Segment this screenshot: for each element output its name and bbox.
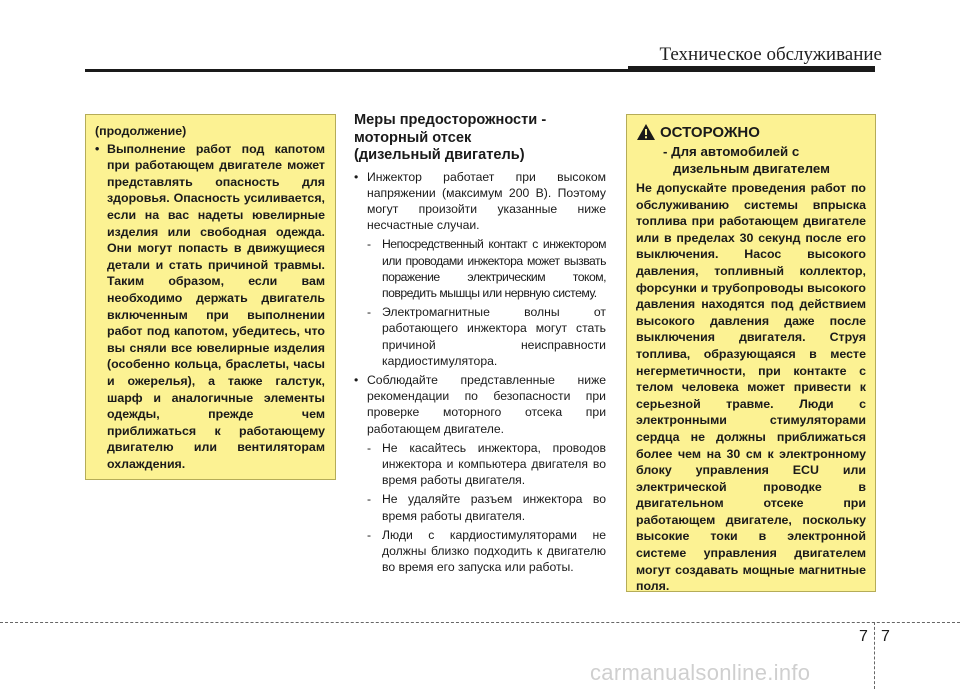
warning-title: ОСТОРОЖНО xyxy=(660,123,760,141)
continuation-heading: (продолжение) xyxy=(95,124,187,138)
page-number: 7 xyxy=(881,628,890,645)
warning-subtitle xyxy=(636,143,866,177)
list-item xyxy=(354,372,606,437)
watermark-text: carmanualsonline.info xyxy=(590,660,811,685)
bullet-dot-icon: • xyxy=(95,141,100,156)
list-subitem xyxy=(354,491,606,523)
header-rule-accent xyxy=(628,66,875,72)
warning-body: Не допускайте проведения работ по обслуживанию системы впрыска топлива при работающем двигателе или в пределах 30 секунд после его выключения. Насос высокого давления, топливный коллектор, форсунки и трубопроводы высокого давления находятся под действием высокого давления даже после выключения двигателя. Струя топлива, образующаяся в месте негерметичности, при контакте с телом человека может привести к серьезной травме. Люди с электронными стимуляторами сердца не должны приближаться более чем на 30 см к электронному блоку управления ECU или электрической проводке в двигательном отсеке при работающем двигателе, поскольку высокие токи в электронной системе управления двигателем могут создавать мощные магнитные поля. xyxy=(636,181,866,594)
list-subitem xyxy=(354,527,606,576)
list-item xyxy=(354,169,606,234)
warning-panel xyxy=(626,114,876,592)
continuation-bullet xyxy=(95,141,325,473)
footer-divider xyxy=(874,622,875,689)
warning-title-row xyxy=(636,123,866,141)
list-item-text: Соблюдайте представленные ниже рекомендации по безопасности при проверке моторного отсека при работающем двигателе. xyxy=(367,372,606,436)
dash-marker: - xyxy=(367,527,372,542)
list-subitem xyxy=(354,304,606,369)
list-subitem-text: Непосредственный контакт с инжектором или проводами инжектора может вызвать поражение электрическим током, повредить мышцы или нервную систему. xyxy=(382,237,606,300)
chapter-number: 7 xyxy=(859,628,868,645)
continuation-bullet-text: Выполнение работ под капотом при работающем двигателе может представлять опасность для здоровья. Опасность усиливается, если на вас надеты ювелирные изделия или свободная одежда. Они могут попасть в движущиеся детали и стать причиной травмы. Таким образом, если вам необходимо держать двигатель включенным при выполнении работ под капотом, убедитесь, что вы сняли все ювелирные изделия (особенно кольца, браслеты, часы и ожерелья), а также галстук, шарф и аналогичные элементы одежды, прежде чем приближаться к работающему двигателю или вентиляторам охлаждения. xyxy=(107,141,325,471)
footer-rule xyxy=(0,622,960,623)
warning-triangle-icon xyxy=(636,123,656,141)
list-subitem xyxy=(354,440,606,489)
warning-subtitle-line2: дизельным двигателем xyxy=(673,161,830,176)
dash-marker: - xyxy=(367,305,372,320)
list-item-text: Инжектор работает при высоком напряжении (максимум 200 В). Поэтому могут произойти указанные ниже несчастные случаи. xyxy=(367,169,606,233)
list-subitem-text: Не касайтесь инжектора, проводов инжектора и компьютера двигателя во время работы двигателя. xyxy=(382,440,606,488)
continuation-panel xyxy=(85,114,336,480)
section-title xyxy=(354,112,606,165)
list-subitem-text: Электромагнитные волны от работающего инжектора могут стать причиной неисправности кардиостимулятора. xyxy=(382,305,606,368)
page-header-title: Техническое обслуживание xyxy=(659,44,882,65)
dash-marker: - xyxy=(367,492,372,507)
section-title-line2: моторный отсек xyxy=(354,129,472,146)
dash-marker: - xyxy=(367,237,371,252)
list-subitem xyxy=(354,236,606,301)
list-subitem-text: Не удаляйте разъем инжектора во время работы двигателя. xyxy=(382,492,606,523)
bullet-dot-icon: • xyxy=(354,169,359,184)
dash-marker: - xyxy=(367,440,372,455)
precautions-section xyxy=(354,112,606,575)
warning-subtitle-line1: - Для автомобилей с xyxy=(663,144,800,159)
bullet-dot-icon: • xyxy=(354,372,359,387)
list-subitem-text: Люди с кардиостимуляторами не должны близко подходить к двигателю во время его запуска или работы. xyxy=(382,527,606,575)
section-title-line3: (дизельный двигатель) xyxy=(354,147,525,163)
section-title-line1: Меры предосторожности - xyxy=(354,112,547,128)
